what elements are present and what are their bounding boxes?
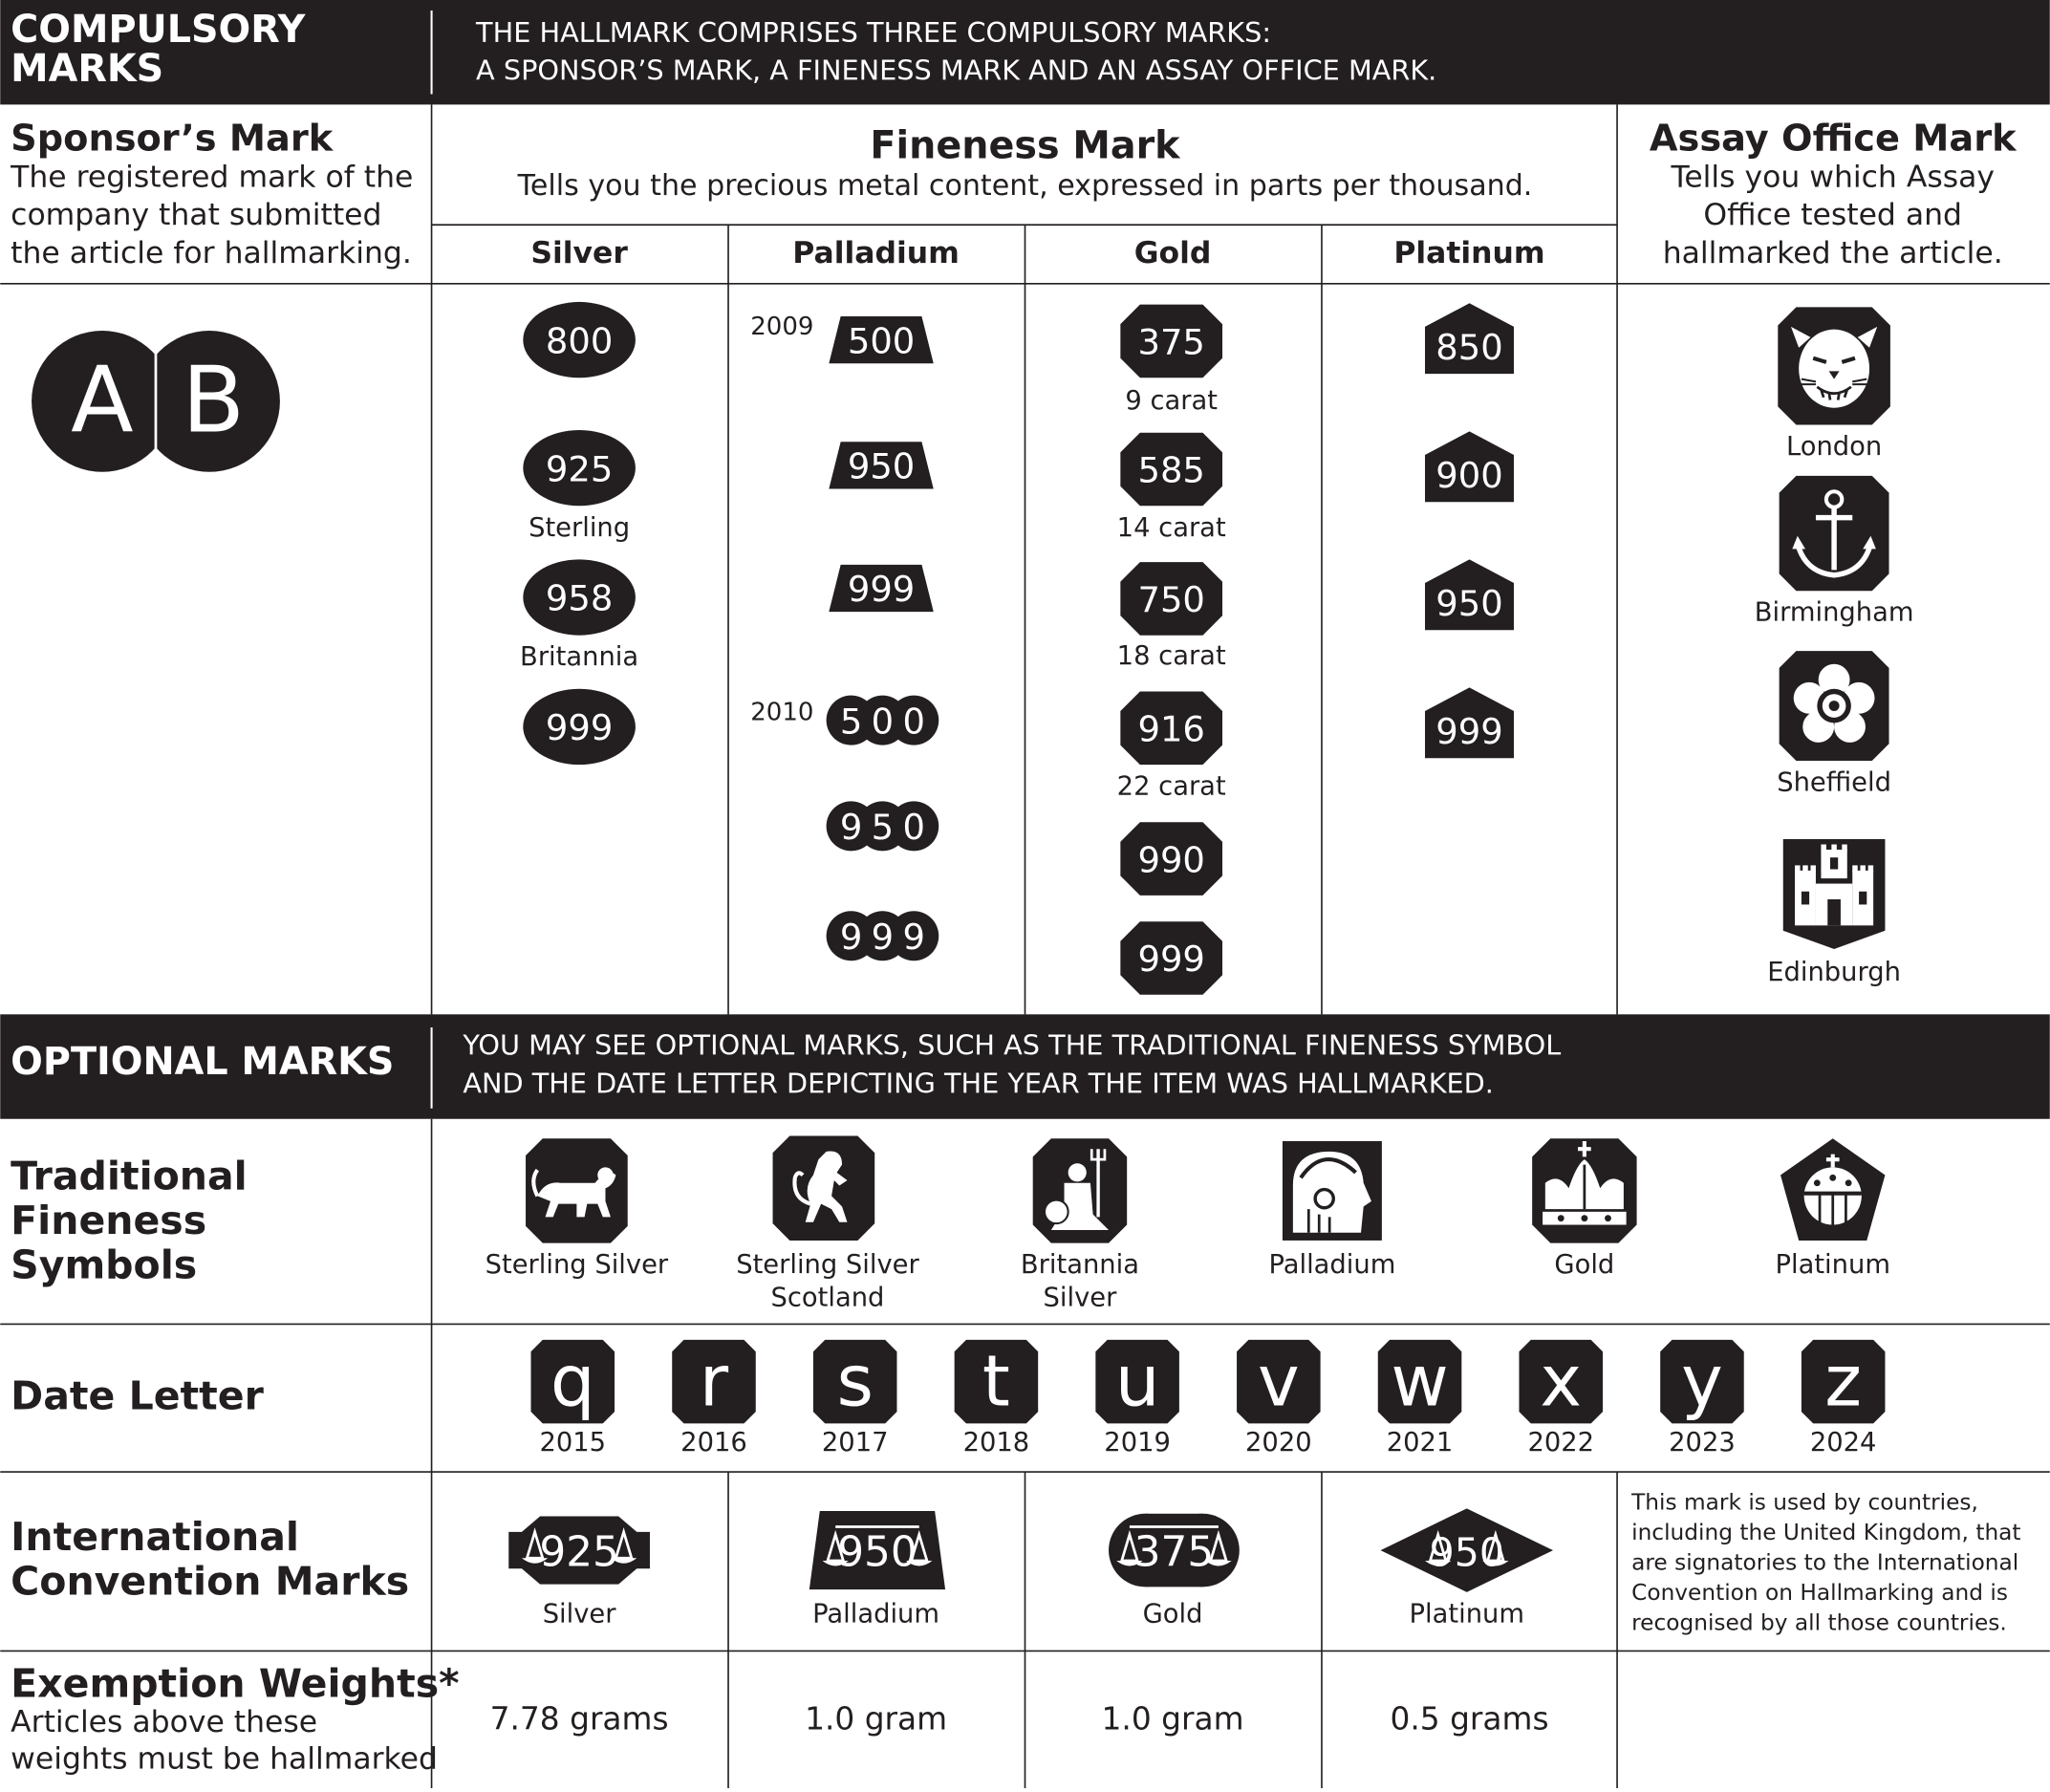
traditional-label-sterling-silver-scotland-1: Sterling Silver [736,1250,919,1281]
svg-text:5: 5 [871,807,895,849]
date-letter-year: 2016 [680,1428,747,1458]
date-letter-glyph: q [550,1340,595,1423]
svg-text:999: 999 [847,569,916,611]
date-letter-year: 2020 [1245,1428,1312,1458]
date-letter-year: 2024 [1809,1428,1877,1458]
date-letter-year: 2022 [1527,1428,1595,1458]
assay-label-birmingham: Birmingham [1754,597,1914,628]
convention-label-platinum: Platinum [1409,1599,1525,1630]
traditional-label-britannia-silver-2: Silver [1043,1283,1117,1313]
exemption-weight-palladium: 1.0 gram [805,1700,948,1738]
svg-text:925: 925 [539,1527,619,1577]
traditional-label-palladium: Palladium [1268,1250,1396,1281]
svg-text:900: 900 [1435,455,1503,497]
svg-text:950: 950 [1429,1529,1504,1576]
date-letter-glyph: v [1257,1340,1300,1423]
date-letter-row [531,1340,1886,1457]
date-letter-glyph: y [1681,1340,1723,1423]
convention-label-gold: Gold [1142,1599,1203,1630]
convention-title-line1: International [11,1514,299,1561]
exemption-weight-silver: 7.78 grams [489,1700,669,1738]
pallas-athene-icon [1283,1141,1382,1241]
gold-mark-999 [1120,921,1222,995]
date-letter-s [813,1340,897,1457]
silver-label-britannia: Britannia [520,642,639,673]
date-letter-glyph: s [836,1340,874,1423]
sponsor-letter-a: A [71,346,134,454]
convention-label-silver: Silver [542,1599,616,1630]
gold-label-22-carat: 22 carat [1116,771,1226,802]
date-letter-glyph: u [1114,1340,1160,1423]
exemption-title: Exemption Weights* [11,1660,460,1707]
date-letter-year: 2017 [821,1428,889,1458]
optional-banner-line2: AND THE DATE LETTER DEPICTING THE YEAR THE ITEM WAS HALLMARKED. [463,1067,1494,1100]
compulsory-banner-line2: A SPONSOR’S MARK, A FINENESS MARK AND AN ASSAY OFFICE MARK. [476,54,1437,87]
date-letter-q [531,1340,615,1457]
fineness-title: Fineness Mark [870,123,1180,168]
column-header-silver: Silver [530,235,628,270]
svg-text:9: 9 [839,807,863,849]
column-header-palladium: Palladium [792,235,960,270]
svg-text:800: 800 [545,320,614,362]
traditional-title-line3: Symbols [11,1241,198,1288]
palladium-year-2009: 2009 [750,313,814,342]
svg-text:500: 500 [847,320,916,362]
date-letter-glyph: r [699,1340,729,1423]
svg-text:5: 5 [839,701,863,743]
date-letter-year: 2015 [539,1428,607,1458]
palladium-mark-500-2009 [829,316,933,363]
svg-text:916: 916 [1137,708,1205,750]
svg-text:999: 999 [1435,711,1503,753]
date-letter-y [1660,1340,1744,1457]
svg-text:0: 0 [902,807,925,849]
date-letter-v [1237,1340,1321,1457]
compulsory-heading-line1: COMPULSORY [11,7,306,52]
gold-mark-916 [1120,692,1222,766]
svg-text:950: 950 [847,445,916,487]
date-letter-glyph: t [982,1340,1010,1423]
assay-label-edinburgh: Edinburgh [1767,957,1901,987]
silver-mark-999 [523,689,636,765]
traditional-label-britannia-silver-1: Britannia [1020,1250,1139,1281]
leopard-head-icon [1778,307,1890,424]
convention-mark-gold [1109,1514,1240,1587]
crown-icon [1532,1138,1636,1242]
gold-mark-375 [1120,305,1222,378]
svg-text:0: 0 [871,701,895,743]
column-header-platinum: Platinum [1393,235,1545,270]
sponsor-letter-b: B [182,346,246,454]
assay-label-sheffield: Sheffield [1777,767,1891,798]
silver-label-sterling: Sterling [529,512,631,543]
traditional-label-sterling-silver: Sterling Silver [485,1250,669,1281]
date-letter-w [1378,1340,1462,1457]
traditional-label-sterling-silver-scotland-2: Scotland [770,1283,885,1313]
fineness-desc: Tells you the precious metal content, expressed in parts per thousand. [517,168,1533,203]
silver-mark-925 [523,430,636,506]
svg-text:999: 999 [545,707,614,749]
convention-note-line2: including the United Kingdom, that [1631,1520,2021,1546]
palladium-mark-999-2010 [827,911,939,961]
gold-mark-990 [1120,822,1222,896]
gold-label-9-carat: 9 carat [1125,386,1218,417]
svg-text:0: 0 [902,701,925,743]
date-letter-title: Date Letter [11,1372,264,1419]
compulsory-heading-line2: MARKS [11,46,164,91]
svg-text:9: 9 [902,916,925,958]
svg-text:990: 990 [1137,839,1205,881]
exemption-desc-line1: Articles above these [11,1705,318,1740]
svg-text:999: 999 [1137,939,1205,981]
date-letter-year: 2021 [1386,1428,1454,1458]
svg-text:950: 950 [1435,583,1503,625]
date-letter-glyph: z [1824,1340,1863,1423]
convention-mark-platinum [1381,1508,1554,1592]
assay-title: Assay Office Mark [1649,117,2017,161]
assay-desc-line2: Office tested and [1703,198,1963,233]
optional-heading: OPTIONAL MARKS [11,1040,395,1085]
svg-text:9: 9 [871,916,895,958]
convention-mark-silver [508,1517,650,1585]
palladium-mark-500-2010 [827,696,939,745]
lion-rampant-icon [773,1136,875,1241]
svg-text:925: 925 [545,448,614,490]
date-letter-year: 2023 [1669,1428,1736,1458]
assay-label-london: London [1785,431,1883,462]
traditional-title-line2: Fineness [11,1198,207,1244]
date-letter-u [1095,1340,1179,1457]
convention-note-line3: are signatories to the International [1631,1549,2019,1576]
sponsor-desc-line1: The registered mark of the [11,160,414,195]
traditional-label-gold: Gold [1554,1250,1615,1281]
date-letter-glyph: w [1391,1340,1449,1423]
sponsor-desc-line2: company that submitted [11,198,382,233]
lion-passant-icon [526,1138,628,1242]
convention-title-line2: Convention Marks [11,1558,410,1605]
palladium-mark-950-2009 [829,442,933,488]
britannia-icon [1033,1138,1127,1242]
date-letter-year: 2018 [962,1428,1030,1458]
traditional-title-line1: Traditional [11,1153,248,1199]
castle-icon [1783,839,1886,949]
silver-mark-800 [523,302,636,378]
orb-icon [1780,1138,1885,1241]
svg-text:958: 958 [545,577,614,619]
svg-text:950: 950 [837,1527,917,1577]
exemption-weight-gold: 1.0 gram [1101,1700,1244,1738]
date-letter-glyph: x [1540,1340,1583,1423]
anchor-icon [1780,476,1889,591]
date-letter-t [955,1340,1039,1457]
date-letter-x [1519,1340,1603,1457]
optional-banner-line1: YOU MAY SEE OPTIONAL MARKS, SUCH AS THE TRADITIONAL FINENESS SYMBOL [463,1028,1562,1062]
convention-note-line5: recognised by all those countries. [1631,1609,2007,1636]
gold-label-18-carat: 18 carat [1116,640,1226,671]
assay-desc-line1: Tells you which Assay [1671,160,1995,195]
assay-desc-line3: hallmarked the article. [1662,235,2003,270]
date-letter-r [672,1340,756,1457]
palladium-mark-999-2009 [829,565,933,612]
palladium-year-2010: 2010 [750,698,814,727]
svg-text:585: 585 [1137,449,1205,491]
svg-text:375: 375 [1133,1527,1215,1577]
palladium-mark-950-2010 [827,801,939,851]
svg-text:9: 9 [839,916,863,958]
exemption-desc-line2: weights must be hallmarked [11,1741,438,1777]
svg-text:850: 850 [1435,327,1503,369]
date-letter-year: 2019 [1104,1428,1171,1458]
column-header-gold: Gold [1133,235,1212,270]
convention-note-line1: This mark is used by countries, [1631,1489,1978,1516]
sponsor-mark-ab [32,331,280,472]
convention-mark-palladium [809,1511,945,1589]
sponsor-desc-line3: the article for hallmarking. [11,235,412,270]
platinum-mark-900 [1425,431,1514,502]
platinum-mark-999 [1425,687,1514,758]
platinum-mark-850 [1425,303,1514,374]
silver-mark-958 [523,559,636,635]
gold-mark-585 [1120,433,1222,507]
convention-note-line4: Convention on Hallmarking and is [1631,1580,2008,1607]
gold-mark-750 [1120,562,1222,636]
svg-text:750: 750 [1137,579,1205,621]
rose-icon [1780,651,1889,761]
svg-text:375: 375 [1137,321,1205,363]
compulsory-banner-line1: THE HALLMARK COMPRISES THREE COMPULSORY MARKS: [476,15,1272,49]
date-letter-z [1802,1340,1886,1457]
exemption-weight-platinum: 0.5 grams [1390,1700,1549,1738]
gold-label-14-carat: 14 carat [1116,512,1226,543]
sponsor-title: Sponsor’s Mark [11,117,334,161]
traditional-label-platinum: Platinum [1775,1250,1890,1281]
convention-label-palladium: Palladium [812,1599,940,1630]
platinum-mark-950 [1425,559,1514,630]
